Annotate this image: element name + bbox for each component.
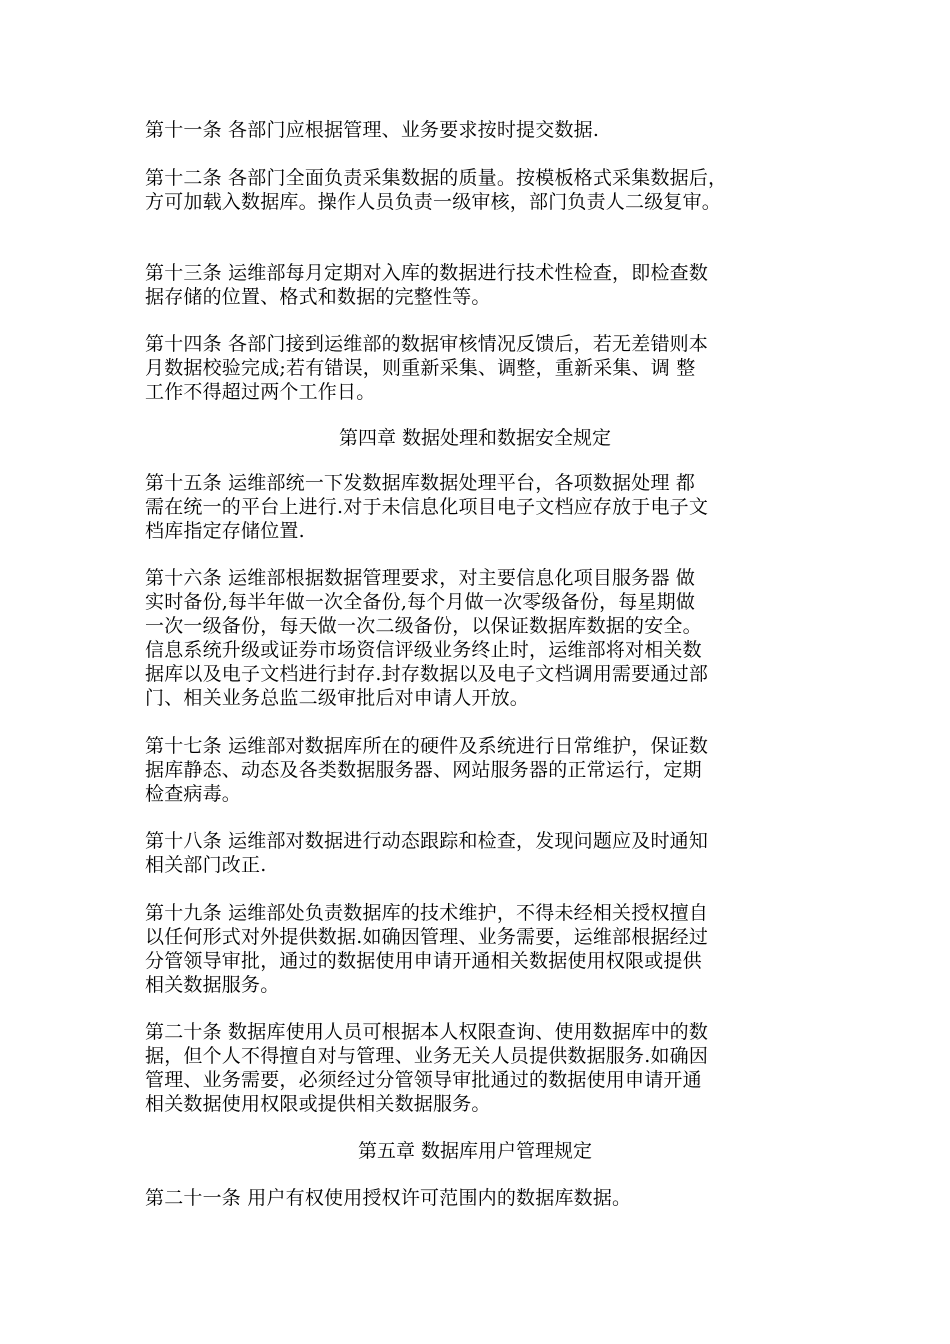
article-19-line-2: 以任何形式对外提供数据.如确因管理、业务需要，运维部根据经过 bbox=[145, 926, 709, 948]
article-16-line-6: 门、相关业务总监二级审批后对申请人开放。 bbox=[145, 687, 530, 709]
article-15-line-3: 档库指定存储位置. bbox=[145, 520, 305, 542]
article-16-line-5: 据库以及电子文档进行封存.封存数据以及电子文档调用需要通过部 bbox=[145, 663, 709, 685]
article-20-line-4: 相关数据使用权限或提供相关数据服务。 bbox=[145, 1093, 491, 1115]
article-20-line-2: 据，但个人不得擅自对与管理、业务无关人员提供数据服务.如确因 bbox=[145, 1045, 709, 1067]
article-17-line-3: 检查病毒。 bbox=[145, 783, 242, 805]
article-15-line-1: 第十五条 运维部统一下发数据库数据处理平台，各项数据处理 都 bbox=[145, 472, 696, 494]
article-20-line-1: 第二十条 数据库使用人员可根据本人权限查询、使用数据库中的数 bbox=[145, 1021, 709, 1043]
article-16-line-4: 信息系统升级或证券市场资信评级业务终止时，运维部将对相关数 bbox=[145, 639, 702, 661]
article-18-line-2: 相关部门改正. bbox=[145, 854, 267, 876]
article-15-line-2: 需在统一的平台上进行.对于未信息化项目电子文档应存放于电子文 bbox=[145, 496, 709, 518]
article-16-line-1: 第十六条 运维部根据数据管理要求，对主要信息化项目服务器 做 bbox=[145, 567, 696, 589]
article-16-line-3: 一次一级备份，每天做一次二级备份，以保证数据库数据的安全。 bbox=[145, 615, 702, 637]
article-12-line-2: 方可加载入数据库。操作人员负责一级审核，部门负责人二级复审。 bbox=[145, 191, 722, 213]
article-13-line-2: 据存储的位置、格式和数据的完整性等。 bbox=[145, 286, 491, 308]
article-20-line-3: 管理、业务需要，必须经过分管领导审批通过的数据使用申请开通 bbox=[145, 1069, 702, 1091]
article-18-line-1: 第十八条 运维部对数据进行动态跟踪和检查，发现问题应及时通知 bbox=[145, 830, 709, 852]
chapter-5-heading: 第五章 数据库用户管理规定 bbox=[357, 1140, 593, 1162]
article-11-line-1: 第十一条 各部门应根据管理、业务要求按时提交数据. bbox=[145, 119, 600, 141]
article-14-line-3: 工作不得超过两个工作日。 bbox=[145, 381, 376, 403]
chapter-4-heading: 第四章 数据处理和数据安全规定 bbox=[338, 427, 612, 449]
article-16-line-2: 实时备份,每半年做一次全备份,每个月做一次零级备份，每星期做 bbox=[145, 591, 696, 613]
article-12-line-1: 第十二条 各部门全面负责采集数据的质量。按模板格式采集数据后， bbox=[145, 167, 728, 189]
article-21-line-1: 第二十一条 用户有权使用授权许可范围内的数据库数据。 bbox=[145, 1187, 632, 1209]
article-19-line-4: 相关数据服务。 bbox=[145, 974, 280, 996]
article-17-line-2: 据库静态、动态及各类数据服务器、网站服务器的正常运行，定期 bbox=[145, 759, 702, 781]
article-19-line-1: 第十九条 运维部处负责数据库的技术维护，不得未经相关授权擅自 bbox=[145, 902, 709, 924]
article-14-line-2: 月数据校验完成;若有错误，则重新采集、调整，重新采集、调 整 bbox=[145, 357, 696, 379]
article-19-line-3: 分管领导审批，通过的数据使用申请开通相关数据使用权限或提供 bbox=[145, 950, 702, 972]
article-17-line-1: 第十七条 运维部对数据库所在的硬件及系统进行日常维护，保证数 bbox=[145, 735, 709, 757]
article-13-line-1: 第十三条 运维部每月定期对入库的数据进行技术性检查，即检查数 bbox=[145, 262, 709, 284]
article-14-line-1: 第十四条 各部门接到运维部的数据审核情况反馈后，若无差错则本 bbox=[145, 333, 709, 355]
